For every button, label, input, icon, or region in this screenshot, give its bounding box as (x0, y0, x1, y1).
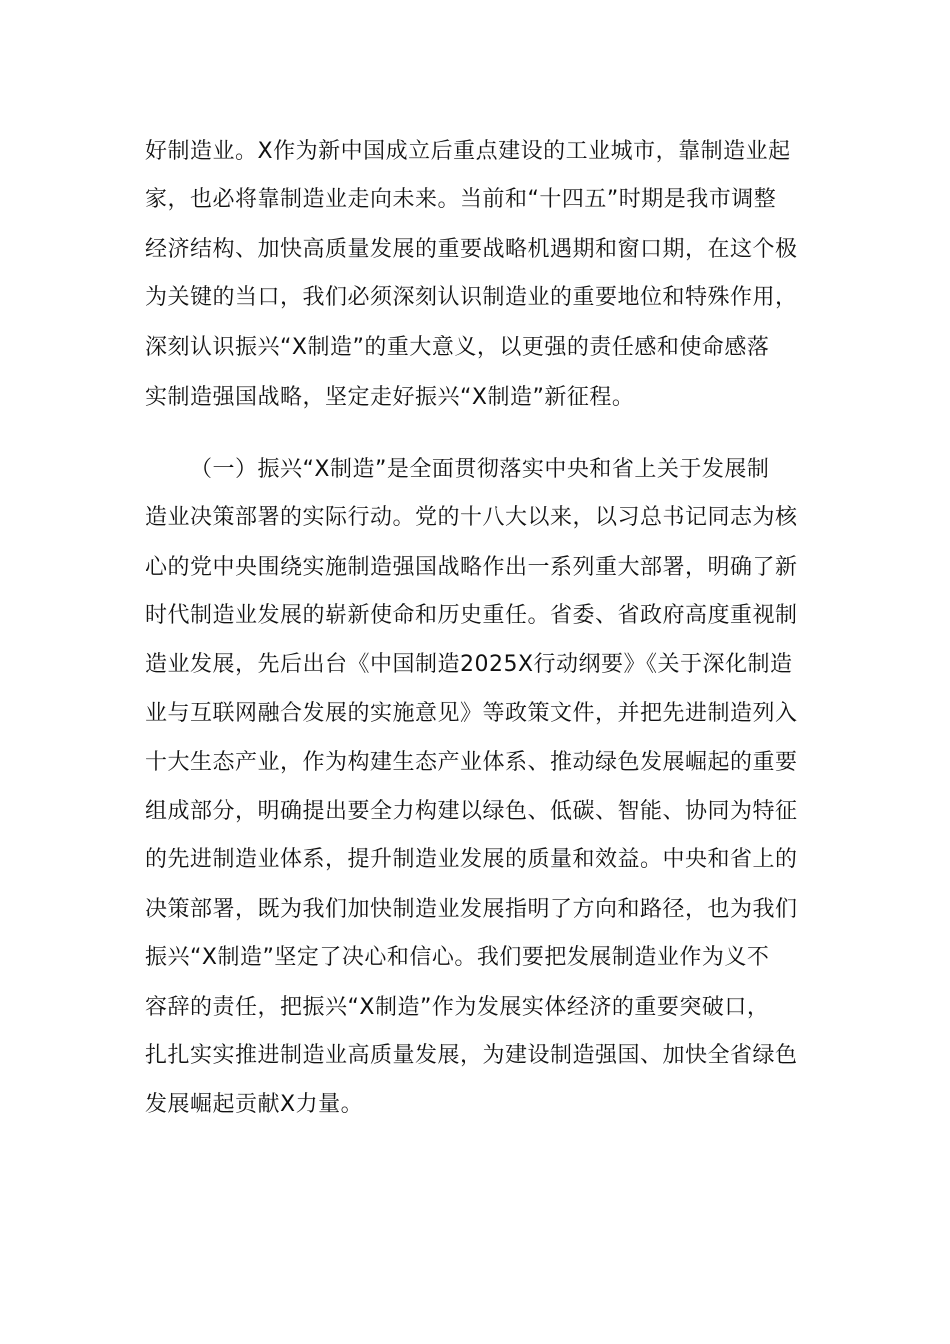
paragraph-1-line-3: 经济结构、加快高质量发展的重要战略机遇期和窗口期，在这个极 (145, 237, 798, 262)
paragraph-2-line-3: 心的党中央围绕实施制造强国战略作出一系列重大部署，明确了新 (145, 555, 798, 580)
paragraph-2-line-12: 容辞的责任，把振兴“X制造”作为发展实体经济的重要突破口， (145, 995, 770, 1020)
paragraph-1-line-4: 为关键的当口，我们必须深刻认识制造业的重要地位和特殊作用， (145, 285, 798, 310)
paragraph-1-line-1: 好制造业。X作为新中国成立后重点建设的工业城市，靠制造业起 (145, 139, 791, 164)
paragraph-1-line-2: 家，也必将靠制造业走向未来。当前和“十四五”时期是我市调整 (145, 187, 777, 212)
paragraph-2-line-4: 时代制造业发展的崭新使命和历史重任。省委、省政府高度重视制 (145, 603, 798, 628)
paragraph-2-line-14: 发展崛起贡献X力量。 (145, 1092, 364, 1117)
paragraph-2-line-13: 扎扎实实推进制造业高质量发展，为建设制造强国、加快全省绿色 (145, 1043, 798, 1068)
paragraph-2-line-1: （一）振兴“X制造”是全面贯彻落实中央和省上关于发展制 (190, 457, 770, 482)
paragraph-1-line-6: 实制造强国战略，坚定走好振兴“X制造”新征程。 (145, 385, 635, 410)
paragraph-2-line-8: 组成部分，明确提出要全力构建以绿色、低碳、智能、协同为特征 (145, 799, 798, 824)
paragraph-1-line-5: 深刻认识振兴“X制造”的重大意义，以更强的责任感和使命感落 (145, 335, 770, 360)
paragraph-2-line-5: 造业发展，先后出台《中国制造2025X行动纲要》《关于深化制造 (145, 652, 793, 677)
paragraph-2-line-2: 造业决策部署的实际行动。党的十八大以来，以习总书记同志为核 (145, 505, 798, 530)
paragraph-2-line-10: 决策部署，既为我们加快制造业发展指明了方向和路径，也为我们 (145, 897, 798, 922)
paragraph-2-line-9: 的先进制造业体系，提升制造业发展的质量和效益。中央和省上的 (145, 847, 798, 872)
paragraph-2-line-7: 十大生态产业，作为构建生态产业体系、推动绿色发展崛起的重要 (145, 750, 798, 775)
paragraph-2-line-6: 业与互联网融合发展的实施意见》等政策文件，并把先进制造列入 (145, 701, 798, 726)
paragraph-2-line-11: 振兴“X制造”坚定了决心和信心。我们要把发展制造业作为义不 (145, 945, 770, 970)
